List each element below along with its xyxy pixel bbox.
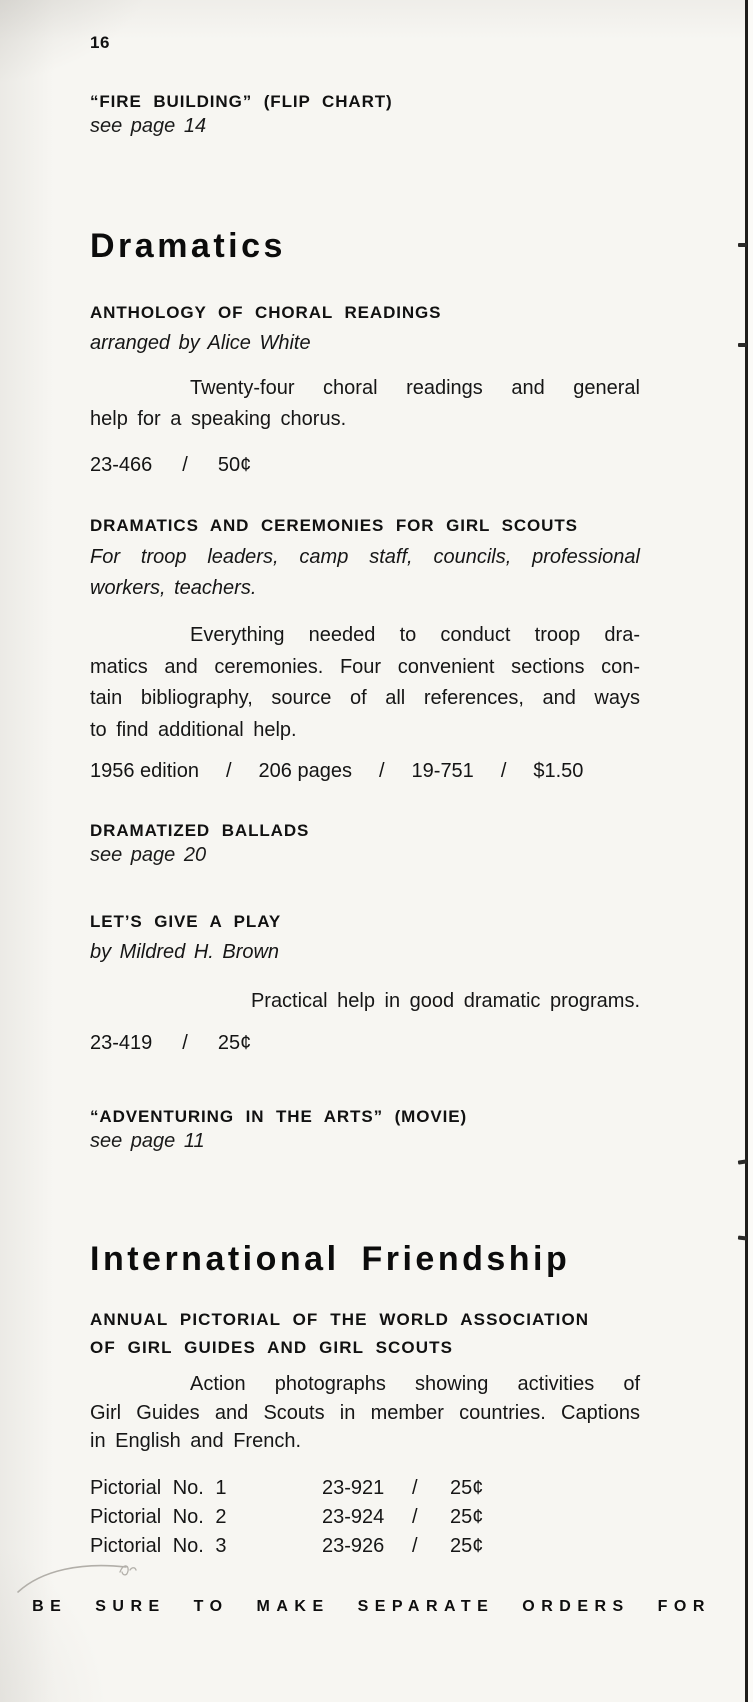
page-content [0,33,753,1561]
catalog-number: 23-924 [322,1505,385,1528]
price: 25¢ [450,1476,484,1499]
item-label: Pictorial No. 2 [90,1505,227,1528]
order-line [90,756,640,786]
section-heading-dramatics: Dramatics [90,227,286,265]
price: 25¢ [450,1534,484,1557]
pictorial-price-table [90,1474,640,1561]
entry-title-line: ANNUAL PICTORIAL OF THE WORLD ASSOCIATION [90,1310,590,1329]
byline-line: For troop leaders, camp staff, councils, professional [90,546,640,568]
xref-title: “ADVENTURING IN THE ARTS” (MOVIE) [90,1107,468,1126]
price-row [90,1503,640,1532]
price-row [90,1474,640,1503]
entry-annual-pictorial [90,1306,640,1561]
description-line: Practical help in good dramatic programs. [250,990,640,1012]
edge-tick-mark [738,243,747,247]
catalog-number: 23-466 [90,454,153,476]
entry-title-line: OF GIRL GUIDES AND GIRL SCOUTS [90,1338,454,1357]
page-count: 206 pages [258,760,352,782]
entry-lets-give-a-play [90,910,640,1058]
separator-slash: / [182,1032,188,1054]
separator-slash: / [182,454,188,476]
separator-slash: / [412,1476,418,1499]
pencil-mark [14,1556,184,1600]
xref-fire-building [90,91,640,139]
description-line: Action photographs showing activities of [190,1373,640,1395]
order-line [90,450,640,480]
description-line: to find additional help. [90,718,297,741]
entry-byline: arranged by Alice White [90,332,311,354]
edge-tick-mark [738,1236,747,1241]
entry-title: ANTHOLOGY OF CHORAL READINGS [90,303,442,322]
description-line: matics and ceremonies. Four convenient sections con- [90,655,640,678]
description-line: tain bibliography, source of all references, and ways [90,687,640,709]
entry-description [90,620,640,746]
catalog-number: 23-419 [90,1032,153,1054]
catalog-number: 19-751 [411,760,474,782]
description-line: Everything needed to conduct troop dra- [190,624,640,646]
byline-line: workers, teachers. [90,577,257,599]
catalog-number: 23-921 [322,1476,385,1499]
entry-description [90,373,640,434]
xref-dramatized-ballads [90,820,640,868]
entry-title: DRAMATICS AND CEREMONIES FOR GIRL SCOUTS [90,516,578,535]
separator-slash: / [412,1505,418,1528]
edge-tick-mark [738,343,747,347]
entry-title [90,1306,640,1362]
entry-dramatics-and-ceremonies [90,514,640,786]
entry-title: LET’S GIVE A PLAY [90,912,282,931]
description-line: help for a speaking chorus. [90,407,347,430]
xref-see-page: see page 11 [90,1130,205,1152]
description-line: Girl Guides and Scouts in member countries. Captions [90,1401,640,1424]
price: 50¢ [217,454,252,476]
separator-slash: / [225,760,232,782]
catalog-number: 23-926 [322,1534,385,1557]
item-label: Pictorial No. 3 [90,1534,227,1557]
section-heading-international-friendship: International Friendship [90,1240,571,1278]
xref-title: “FIRE BUILDING” (FLIP CHART) [90,92,393,111]
order-line [90,1028,640,1058]
separator-slash: / [378,760,385,782]
separator-slash: / [412,1534,418,1557]
edition: 1956 edition [90,760,199,782]
entry-anthology-of-choral-readings [90,301,640,480]
page-number: 16 [90,33,110,52]
entry-byline: by Mildred H. Brown [90,941,280,963]
entry-byline [90,542,640,604]
entry-description [90,986,640,1016]
xref-adventuring-in-the-arts [90,1106,640,1154]
xref-see-page: see page 14 [90,115,207,137]
item-label: Pictorial No. 1 [90,1476,227,1499]
entry-description [90,1370,640,1456]
xref-see-page: see page 20 [90,844,207,866]
description-line: in English and French. [90,1430,302,1452]
footer-notice: BE SURE TO MAKE SEPARATE ORDERS FOR [32,1598,711,1615]
separator-slash: / [500,760,507,782]
xref-title: DRAMATIZED BALLADS [90,821,310,840]
price: 25¢ [450,1505,484,1528]
description-line: Twenty-four choral readings and general [190,377,640,399]
page-edge-line [745,0,748,1702]
price: 25¢ [217,1032,252,1054]
price: $1.50 [533,760,584,782]
page-edge-paper [748,0,753,1702]
